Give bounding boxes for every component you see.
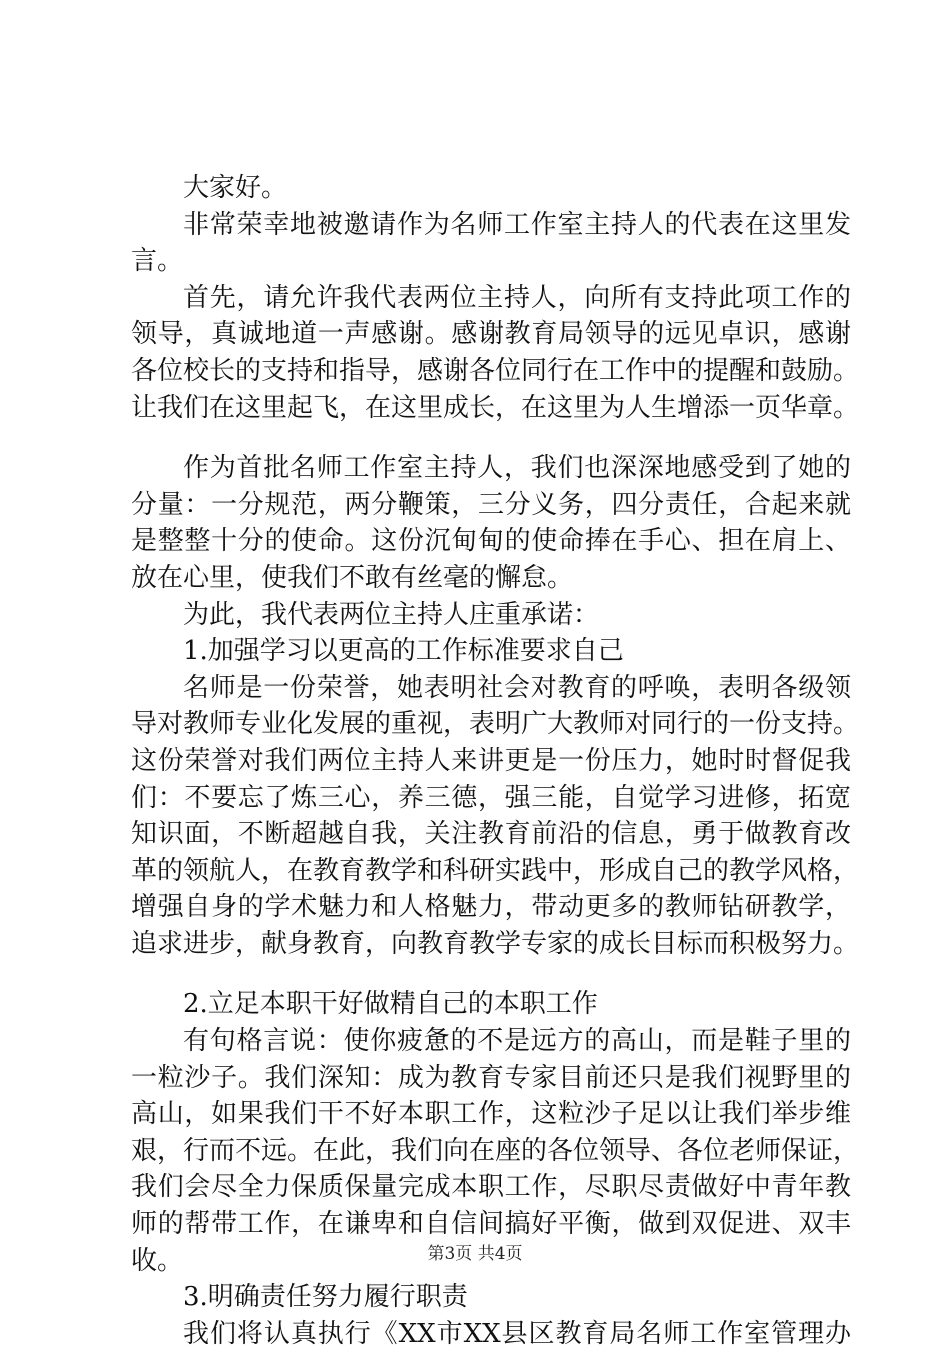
paragraph-line: 名师是一份荣誉，她表明社会对教育的呼唤，表明各级领 (183, 672, 851, 703)
paragraph-line: 让我们在这里起飞，在这里成长，在这里为人生增添一页华章。 (131, 392, 860, 423)
section-heading-3: 3.明确责任努力履行职责 (183, 1282, 468, 1313)
paragraph-line: 领导，真诚地道一声感谢。感谢教育局领导的远见卓识，感谢 (131, 319, 851, 350)
paragraph-line: 是整整十分的使命。这份沉甸甸的使命捧在手心、担在肩上、 (131, 526, 851, 557)
paragraph-gap (131, 426, 851, 450)
paragraph-line: 我们会尽全力保质保量完成本职工作，尽职尽责做好中青年教 (131, 1172, 851, 1203)
page-number-footer: 第3页 共4页 (427, 1244, 523, 1264)
paragraph-line: 我们将认真执行《XX市XX县区教育局名师工作室管理办 (183, 1318, 851, 1349)
paragraph-line: 艰，行而不远。在此，我们向在座的各位领导、各位老师保证， (131, 1135, 860, 1166)
paragraph-line: 革的领航人，在教育教学和科研实践中，形成自己的教学风格， (131, 855, 860, 886)
paragraph-line: 收。 (131, 1245, 184, 1276)
paragraph-line: 非常荣幸地被邀请作为名师工作室主持人的代表在这里发 (183, 209, 851, 240)
section-heading-1: 1.加强学习以更高的工作标准要求自己 (183, 636, 624, 667)
paragraph-line: 放在心里，使我们不敢有丝毫的懈怠。 (131, 562, 574, 593)
paragraph-line: 分量：一分规范，两分鞭策，三分义务，四分责任，合起来就 (131, 489, 851, 520)
paragraph-line: 师的帮带工作，在谦卑和自信间搞好平衡，做到双促进、双丰 (131, 1209, 851, 1240)
paragraph-line: 导对教师专业化发展的重视，表明广大教师对同行的一份支持。 (131, 709, 860, 740)
paragraph-line: 增强自身的学术魅力和人格魅力，带动更多的教师钻研教学， (131, 892, 851, 923)
greeting-line: 大家好。 (183, 173, 288, 203)
section-heading-2: 2.立足本职干好做精自己的本职工作 (183, 989, 598, 1020)
paragraph-line: 高山，如果我们干不好本职工作，这粒沙子足以让我们举步维 (131, 1099, 851, 1130)
document-body (131, 170, 860, 1352)
paragraph-line: 作为首批名师工作室主持人，我们也深深地感受到了她的 (183, 453, 851, 484)
paragraph-line: 言。 (131, 246, 184, 277)
paragraph-gap (131, 962, 851, 986)
paragraph-line: 为此，我代表两位主持人庄重承诺： (183, 599, 600, 630)
paragraph-line: 首先，请允许我代表两位主持人，向所有支持此项工作的 (183, 282, 851, 313)
paragraph-line: 知识面，不断超越自我，关注教育前沿的信息，勇于做教育改 (131, 819, 851, 850)
paragraph-line: 们：不要忘了炼三心，养三德，强三能，自觉学习进修，拓宽 (131, 782, 851, 813)
paragraph-line: 一粒沙子。我们深知：成为教育专家目前还只是我们视野里的 (131, 1062, 851, 1093)
paragraph-line: 追求进步，献身教育，向教育教学专家的成长目标而积极努力。 (131, 928, 860, 959)
paragraph-line: 各位校长的支持和指导，感谢各位同行在工作中的提醒和鼓励。 (131, 355, 860, 386)
paragraph-line: 有句格言说：使你疲惫的不是远方的高山，而是鞋子里的 (183, 1026, 851, 1057)
paragraph-line: 这份荣誉对我们两位主持人来讲更是一份压力，她时时督促我 (131, 745, 851, 776)
